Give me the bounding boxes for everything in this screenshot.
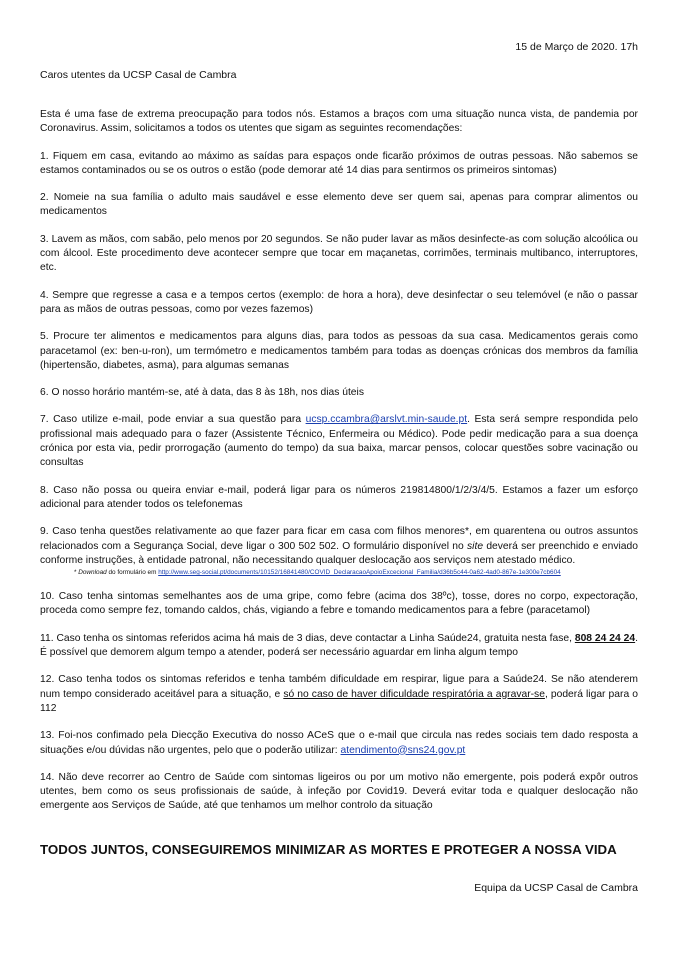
recommendation-1: 1. Fiquem em casa, evitando ao máximo as saídas para espaços onde ficarão próximos de outras pessoas. Não sabemos se estamos contaminados ou se os outros o estão (pode demorar até 14 dias para sentirmos os primeiros sintomas): [40, 150, 638, 176]
sns24-email-link[interactable]: atendimento@sns24.gov.pt: [340, 744, 466, 756]
rec11-text-a: 11. Caso tenha os sintomas referidos acima há mais de 3 dias, deve contactar a Linha Saúde24, gratuita nesta fase,: [40, 632, 575, 644]
recommendation-7: [40, 413, 638, 470]
seg-social-form-link[interactable]: http://www.seg-social.pt/documents/10152/16841480/COVID_DeclaracaoApoioExcecional_Familia/d36b5c44-0a62-4ad0-867e-1e300e7cb604: [158, 569, 561, 577]
rec13-text-a: 13. Foi-nos confimado pela Diecção Executiva do nosso ACeS que o e-mail que circula nas redes sociais tem dado resposta a situações e/ou dúvidas não urgentes, pelo que o poderão utilizar:: [40, 730, 638, 756]
rec12-text-b: , poderá ligar para o 112: [40, 688, 638, 714]
recommendation-9: [40, 525, 638, 568]
recommendation-11: [40, 632, 638, 661]
recommendation-6: 6. O nosso horário mantém-se, até à data, das 8 às 18h, nos dias úteis: [40, 387, 364, 399]
form-download-footnote: [74, 568, 638, 577]
recommendation-12: [40, 673, 638, 716]
ucsp-email-link[interactable]: ucsp.ccambra@arslvt.min-saude.pt: [305, 414, 468, 426]
letter-greeting: Caros utentes da UCSP Casal de Cambra: [40, 69, 237, 81]
rec7-text-b: . Esta será sempre respondida pelo profissional mais adequado para o fazer (Assistente Técnico, Enfermeira ou Médico). Pode pedir medicação para a sua doença crónica por esta via, pedir prorrogação (aumento do tempo) da sua baixa, marcar pensos, colocar questões sobre vacinação ou consultas: [40, 414, 638, 469]
rec7-text-a: 7. Caso utilize e-mail, pode enviar a sua questão para: [40, 414, 306, 426]
rec9-text-a: 9. Caso tenha questões relativamente ao que fazer para ficar em casa com filhos menores*, em quarentena ou outros assuntos relacionados com a Segurança Social, deve ligar o 300 502 502. O formulário disponível no: [40, 526, 638, 552]
recommendation-3: 3. Lavem as mãos, com sabão, pelo menos por 20 segundos. Se não puder lavar as mãos desinfecte-as com solução alcoólica ou com álcool. Este procedimento deve acontecer sempre que tocar em maçanetas, corrimões, terminais multibanco, interruptores, etc.: [40, 233, 638, 274]
recommendation-4: 4. Sempre que regresse a casa e a tempos certos (exemplo: de hora a hora), deve desinfectar o seu telemóvel (e não o passar para as mãos de outras pessoas, como por vezes fazemos): [40, 289, 638, 315]
intro-paragraph: Esta é uma fase de extrema preocupação para todos nós. Estamos a braços com uma situação nunca vista, de pandemia por Coronavirus. Assim, solicitamos a todos os utentes que sigam as seguintes recomendações:: [40, 109, 638, 135]
footnote-download-word: Download: [78, 569, 107, 577]
rec9-site-word: site: [467, 540, 484, 552]
rec12-text-a: 12. Caso tenha todos os sintomas referidos e tenha também dificuldade em respirar, ligue para a Saúde24. Se não atenderem num tempo considerado aceitável para a situação, e: [40, 674, 638, 700]
recommendation-8: 8. Caso não possa ou queira enviar e-mail, poderá ligar para os números 219814800/1/2/3/4/5. Estamos a fazer um esforço adicional para atender todos os telefonemas: [40, 484, 638, 510]
recommendation-13: [40, 729, 638, 758]
letter-date: 15 de Março de 2020. 17h: [515, 41, 638, 53]
footnote-asterisk: *: [74, 569, 79, 577]
footnote-text: do formulário em: [106, 569, 159, 577]
letter-page: [40, 0, 638, 960]
recommendation-10: 10. Caso tenha sintomas semelhantes aos de uma gripe, como febre (acima dos 38ºc), tosse, dores no corpo, expectoração, proceda como sempre fez, tomando caldos, chás, vigiando a febre e tomando medicamentos para a febre (paracetamol): [40, 591, 638, 617]
rec11-text-b: . É possível que demorem algum tempo a atender, poderá ser necessário aguardar em linha algum tempo: [40, 632, 638, 659]
signature: Equipa da UCSP Casal de Cambra: [474, 882, 638, 894]
recommendation-14: 14. Não deve recorrer ao Centro de Saúde com sintomas ligeiros ou por um motivo não emergente, pois poderá expôr outros utentes, bem como os seus profissionais de saúde, à infeção por Covid19. Deverá evitar toda e qualquer deslocação não emergente aos Serviços de Saúde, até que tenhamos um melhor controlo da situação: [40, 771, 638, 812]
rec12-underlined-condition: só no caso de haver dificuldade respiratória a agravar-se: [283, 688, 545, 700]
rec9-text-b: deverá ser preenchido e enviado conforme instruções, à entidade patronal, não necessitando qualquer deslocação aos serviços nem atestado médico.: [40, 540, 638, 566]
closing-slogan: TODOS JUNTOS, CONSEGUIREMOS MINIMIZAR AS MORTES E PROTEGER A NOSSA VIDA: [40, 842, 617, 857]
saude24-phone-number: 808 24 24 24: [574, 632, 636, 644]
recommendation-2: 2. Nomeie na sua família o adulto mais saudável e esse elemento deve ser quem sai, apenas para comprar alimentos ou medicamentos: [40, 192, 638, 218]
letter-body: [40, 108, 638, 827]
recommendation-5: 5. Procure ter alimentos e medicamentos para alguns dias, para todos as pessoas da sua casa. Medicamentos gerais como paracetamol (ex: ben-u-ron), um termómetro e medicamentos também para todas as doenças crónicas dos membros da família (hipertensão, diabetes, asma), para algumas semanas: [40, 331, 638, 371]
